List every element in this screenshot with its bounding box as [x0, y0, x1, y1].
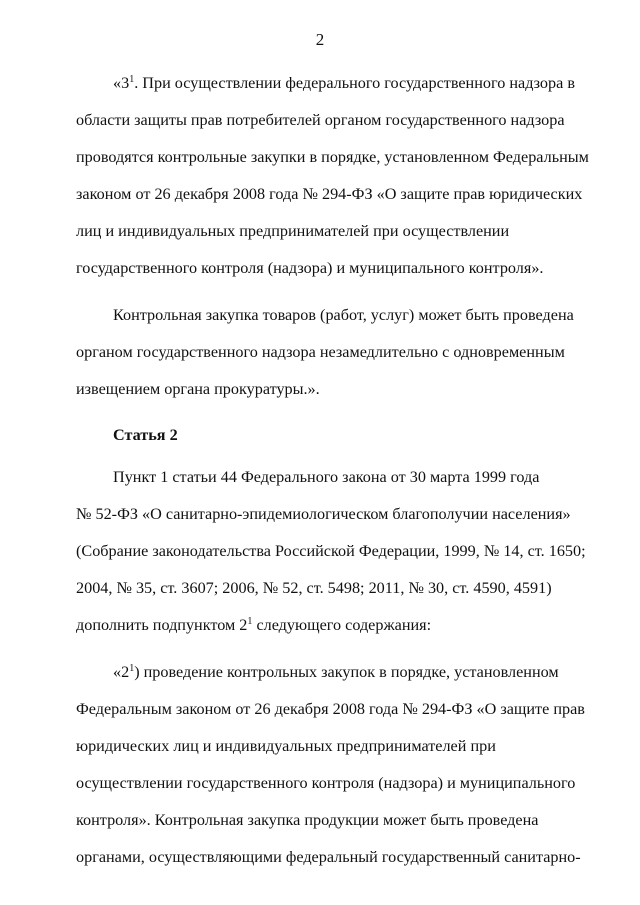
text-line: извещением органа прокуратуры.». [76, 380, 320, 398]
superscript: 1 [247, 616, 253, 627]
text-line [76, 654, 563, 691]
text-line: юридических лиц и индивидуальных предпринимателей при [76, 737, 496, 755]
text-span: «3 [113, 74, 130, 92]
text-line: (Собрание законодательства Российской Федерации, 1999, № 14, ст. 1650; [76, 542, 586, 560]
superscript: 1 [129, 663, 135, 674]
text-line: Контрольная закупка товаров (работ, услуг) может быть проведена [113, 306, 574, 324]
paragraph-article-2-body [76, 459, 586, 644]
text-line: контроля». Контрольная закупка продукции может быть проведена [76, 811, 539, 829]
text-span: ) проведение контрольных закупок в порядке, установленном [134, 663, 559, 681]
text-line: осуществлении государственного контроля (надзора) и муниципального [76, 774, 576, 792]
text-line: области защиты прав потребителей органом государственного надзора [76, 111, 565, 129]
text-line: № 52-ФЗ «О санитарно-эпидемиологическом благополучии населения» [76, 505, 571, 523]
paragraph-amendment-3-1 [76, 65, 589, 287]
document-body [76, 65, 589, 876]
text-line: законом от 26 декабря 2008 года № 294-ФЗ «О защите прав юридических [76, 185, 583, 203]
text-line [76, 65, 575, 102]
text-span: . При осуществлении федерального государственного надзора в [134, 74, 575, 92]
text-line: органами, осуществляющими федеральный государственный санитарно- [76, 848, 581, 866]
superscript: 1 [129, 74, 135, 85]
text-line: органом государственного надзора незамедлительно с одновременным [76, 343, 565, 361]
text-line [76, 607, 563, 644]
text-line: Федеральным законом от 26 декабря 2008 года № 294-ФЗ «О защите прав [76, 700, 585, 718]
text-line: государственного контроля (надзора) и муниципального контроля». [76, 259, 544, 277]
article-heading: Статья 2 [113, 426, 178, 444]
page-number: 2 [315, 30, 325, 49]
text-span: следующего содержания: [252, 616, 432, 634]
text-line: лиц и индивидуальных предпринимателей при осуществлении [76, 222, 510, 240]
paragraph-control-purchase [76, 297, 574, 408]
text-line: проводятся контрольные закупки в порядке, установленном Федеральным [76, 148, 589, 166]
paragraph-subpoint-2-1 [76, 654, 585, 876]
text-line: 2004, № 35, ст. 3607; 2006, № 52, ст. 5498; 2011, № 30, ст. 4590, 4591) [76, 579, 552, 597]
text-line: Пункт 1 статьи 44 Федерального закона от 30 марта 1999 года [113, 468, 540, 486]
text-span: дополнить подпунктом 2 [76, 616, 248, 634]
text-span: «2 [113, 663, 130, 681]
